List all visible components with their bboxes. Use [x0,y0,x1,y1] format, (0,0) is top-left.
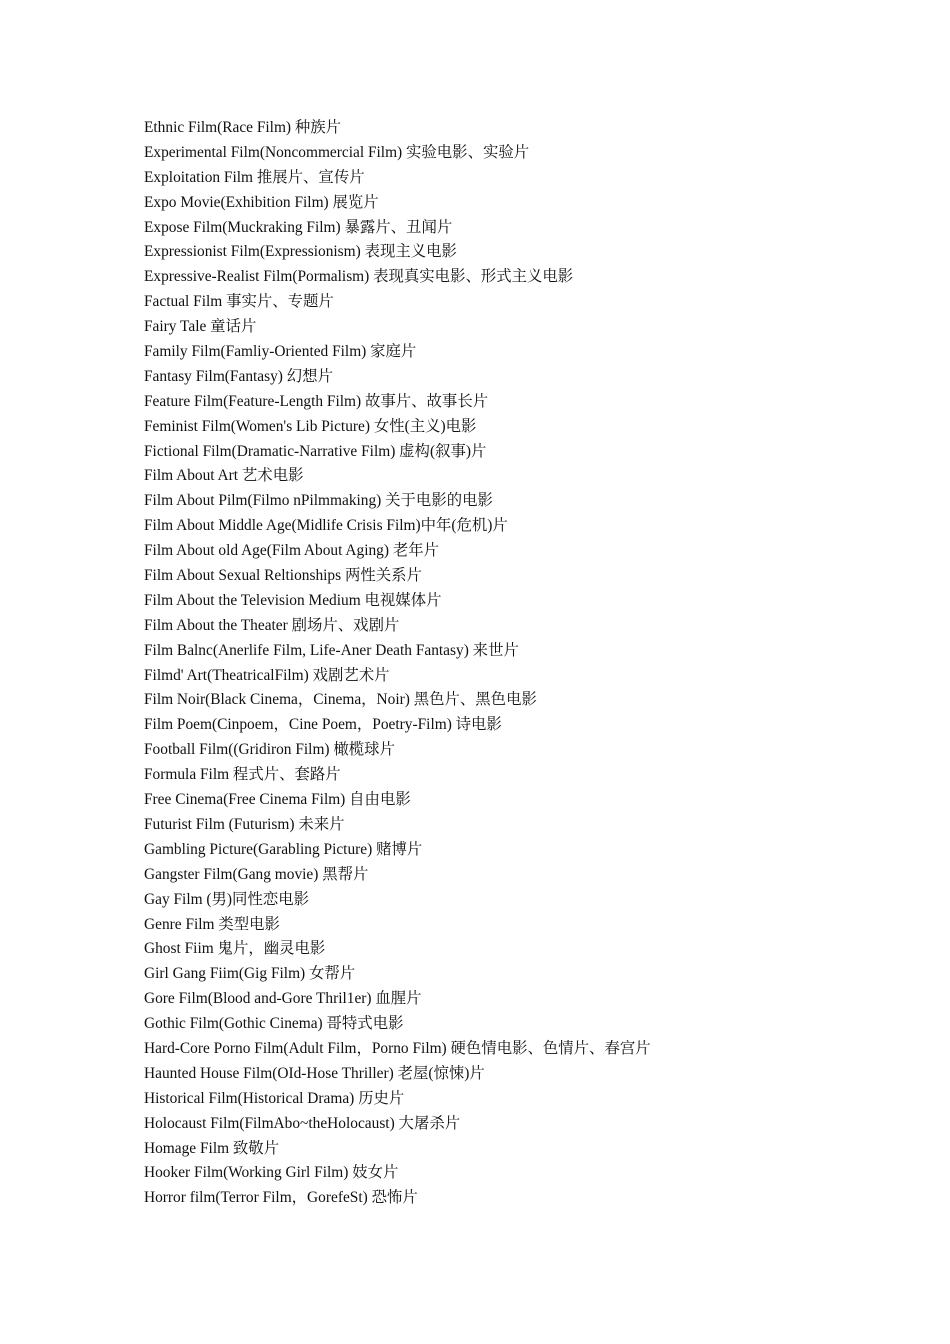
glossary-entry: Hard-Core Porno Film(Adult Film，Porno Film) 硬色情电影、色情片、春宫片 [144,1039,651,1057]
glossary-entry: Factual Film 事实片、专题片 [144,293,334,311]
glossary-entry: Gothic Film(Gothic Cinema) 哥特式电影 [144,1015,404,1033]
glossary-entry: Gambling Picture(Garabling Picture) 赌博片 [144,840,423,858]
glossary-entry: Filmd' Art(TheatricalFilm) 戏剧艺术片 [144,666,390,684]
glossary-entry: Gay Film (男)同性恋电影 [144,890,310,908]
glossary-entry: Ghost Fiim 鬼片，幽灵电影 [144,940,326,958]
glossary-entry: Feminist Film(Women's Lib Picture) 女性(主义)电影 [144,417,477,435]
glossary-entry: Expose Film(Muckraking Film) 暴露片、丑闻片 [144,218,453,236]
glossary-entry: Expressionist Film(Expressionism) 表现主义电影 [144,243,457,261]
glossary-entry: Film About Middle Age(Midlife Crisis Film)中年(危机)片 [144,517,508,535]
glossary-entry: Horror film(Terror Film，GorefeSt) 恐怖片 [144,1189,418,1207]
glossary-entry: Haunted House Film(OId-Hose Thriller) 老屋(惊悚)片 [144,1064,485,1082]
glossary-entry: Expressive-Realist Film(Pormalism) 表现真实电影、形式主义电影 [144,268,574,286]
glossary-entry: Ethnic Film(Race Film) 种族片 [144,119,342,136]
glossary-entry: Film About old Age(Film About Aging) 老年片 [144,542,440,560]
glossary-entry: Film About Pilm(Filmo nPilmmaking) 关于电影的电影 [144,492,493,510]
glossary-entry: Fantasy Film(Fantasy) 幻想片 [144,367,333,385]
glossary-entry: Experimental Film(Noncommercial Film) 实验电影、实验片 [144,143,530,161]
glossary-entry: Girl Gang Fiim(Gig Film) 女帮片 [144,965,356,983]
glossary-entry: Gangster Film(Gang movie) 黑帮片 [144,865,369,883]
glossary-entry: Exploitation Film 推展片、宣传片 [144,168,365,186]
glossary-entry: Feature Film(Feature-Length Film) 故事片、故事长片 [144,392,489,410]
glossary-entry: Genre Film 类型电影 [144,915,280,933]
glossary-entry: Family Film(Famliy-Oriented Film) 家庭片 [144,343,417,361]
glossary-entry: Hooker Film(Working Girl Film) 妓女片 [144,1164,399,1182]
glossary-entry: Free Cinema(Free Cinema Film) 自由电影 [144,791,411,809]
glossary-entry: Film About Sexual Reltionships 两性关系片 [144,567,422,585]
film-genre-glossary [144,116,651,1211]
glossary-entry: Expo Movie(Exhibition Film) 展览片 [144,193,379,211]
glossary-entry: Homage Film 致敬片 [144,1139,280,1157]
glossary-entry: Gore Film(Blood and-Gore Thril1er) 血腥片 [144,990,422,1008]
glossary-entry: Football Film((Gridiron Film) 橄榄球片 [144,741,395,759]
glossary-entry: Film Balnc(Anerlife Film, Life-Aner Death Fantasy) 来世片 [144,641,519,659]
glossary-entry: Film About Art 艺术电影 [144,467,304,485]
glossary-entry: Fictional Film(Dramatic-Narrative Film) 虚构(叙事)片 [144,442,487,460]
glossary-entry: Formula Film 程式片、套路片 [144,766,341,784]
glossary-entry: Fairy Tale 童话片 [144,318,257,336]
glossary-entry: Film Poem(Cinpoem，Cine Poem，Poetry-Film) 诗电影 [144,716,502,734]
glossary-entry: Film Noir(Black Cinema，Cinema，Noir) 黑色片、黑色电影 [144,691,537,709]
glossary-entry: Holocaust Film(FilmAbo~theHolocaust) 大屠杀片 [144,1114,461,1132]
glossary-entry: Film About the Television Medium 电视媒体片 [144,591,442,609]
glossary-entry: Futurist Film (Futurism) 未来片 [144,815,345,833]
glossary-entry: Film About the Theater 剧场片、戏剧片 [144,616,400,634]
glossary-entry: Historical Film(Historical Drama) 历史片 [144,1089,405,1107]
